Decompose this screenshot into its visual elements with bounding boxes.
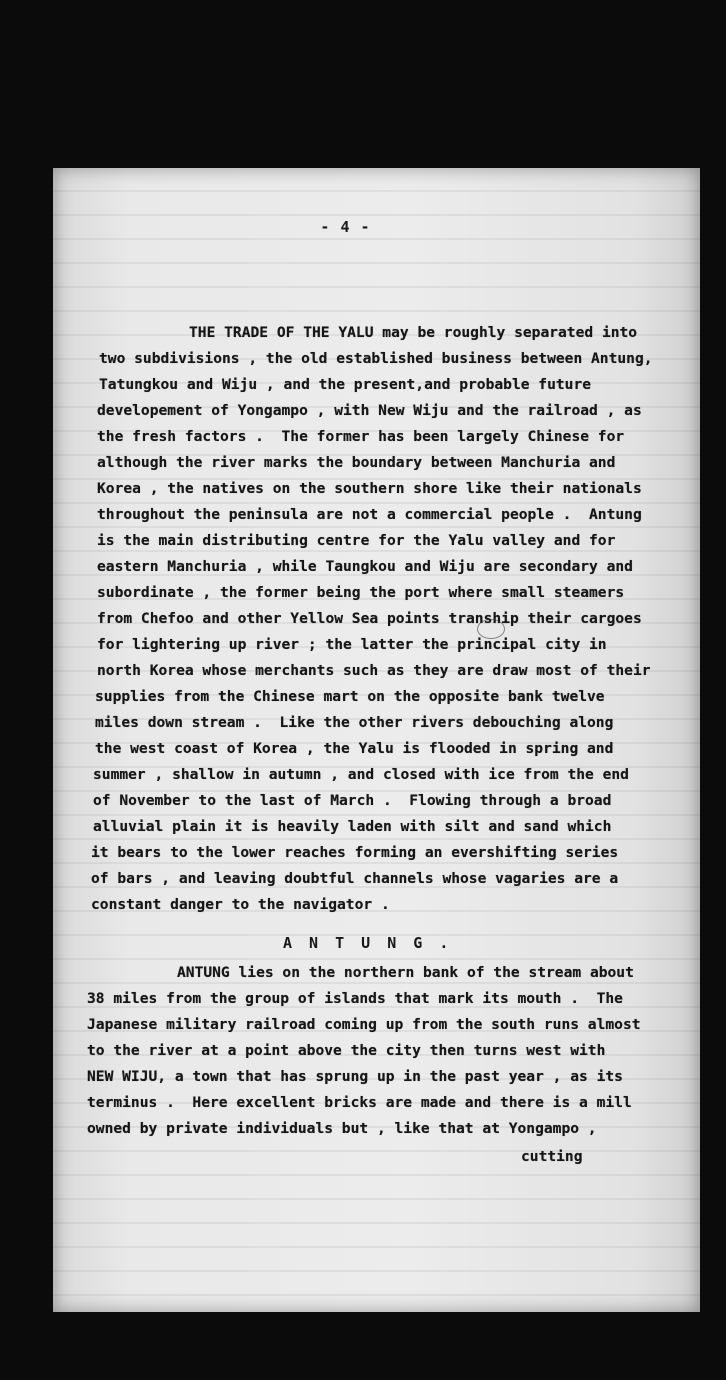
text-line: terminus . Here excellent bricks are made and there is a mill: [87, 1094, 632, 1111]
text-line: developement of Yongampo , with New Wiju and the railroad , as: [97, 402, 642, 419]
text-line: for lightering up river ; the latter the principal city in: [97, 636, 607, 653]
text-line: of November to the last of March . Flowing through a broad: [93, 792, 612, 809]
text-line: the fresh factors . The former has been largely Chinese for: [97, 428, 625, 445]
catchword: cutting: [521, 1148, 583, 1165]
text-line: Korea , the natives on the southern shore like their nationals: [97, 480, 642, 497]
text-line: THE TRADE OF THE YALU may be roughly separated into: [189, 324, 638, 341]
text-line: Tatungkou and Wiju , and the present,and probable future: [99, 376, 592, 393]
body-text: [53, 168, 700, 1165]
text-line: NEW WIJU, a town that has sprung up in the past year , as its: [87, 1068, 623, 1085]
text-line: owned by private individuals but , like that at Yongampo ,: [87, 1120, 597, 1137]
text-line: from Chefoo and other Yellow Sea points tranship their cargoes: [97, 610, 642, 627]
page-number: - 4 -: [320, 218, 371, 236]
typewritten-page: [53, 168, 700, 1312]
text-line: eastern Manchuria , while Taungkou and Wiju are secondary and: [97, 558, 633, 575]
ink-mark-icon: [477, 619, 505, 639]
text-line: the west coast of Korea , the Yalu is flooded in spring and: [95, 740, 614, 757]
text-line: throughout the peninsula are not a commercial people . Antung: [97, 506, 642, 523]
text-line: ANTUNG lies on the northern bank of the stream about: [177, 964, 634, 981]
text-line: is the main distributing centre for the Yalu valley and for: [97, 532, 616, 549]
text-line: summer , shallow in autumn , and closed with ice from the end: [93, 766, 629, 783]
text-line: to the river at a point above the city then turns west with: [87, 1042, 606, 1059]
text-line: 38 miles from the group of islands that mark its mouth . The: [87, 990, 623, 1007]
text-line: two subdivisions , the old established business between Antung,: [99, 350, 653, 367]
text-line: north Korea whose merchants such as they are draw most of their: [97, 662, 651, 679]
text-line: subordinate , the former being the port where small steamers: [97, 584, 625, 601]
text-line: it bears to the lower reaches forming an evershifting series: [91, 844, 619, 861]
text-line: of bars , and leaving doubtful channels whose vagaries are a: [91, 870, 619, 887]
text-line: Japanese military railroad coming up from the south runs almost: [87, 1016, 641, 1033]
text-line: constant danger to the navigator .: [91, 896, 390, 913]
text-line: supplies from the Chinese mart on the opposite bank twelve: [95, 688, 605, 705]
text-line: alluvial plain it is heavily laden with silt and sand which: [93, 818, 612, 835]
section-heading: A N T U N G .: [283, 934, 453, 952]
text-line: although the river marks the boundary between Manchuria and: [97, 454, 616, 471]
text-line: miles down stream . Like the other rivers debouching along: [95, 714, 614, 731]
